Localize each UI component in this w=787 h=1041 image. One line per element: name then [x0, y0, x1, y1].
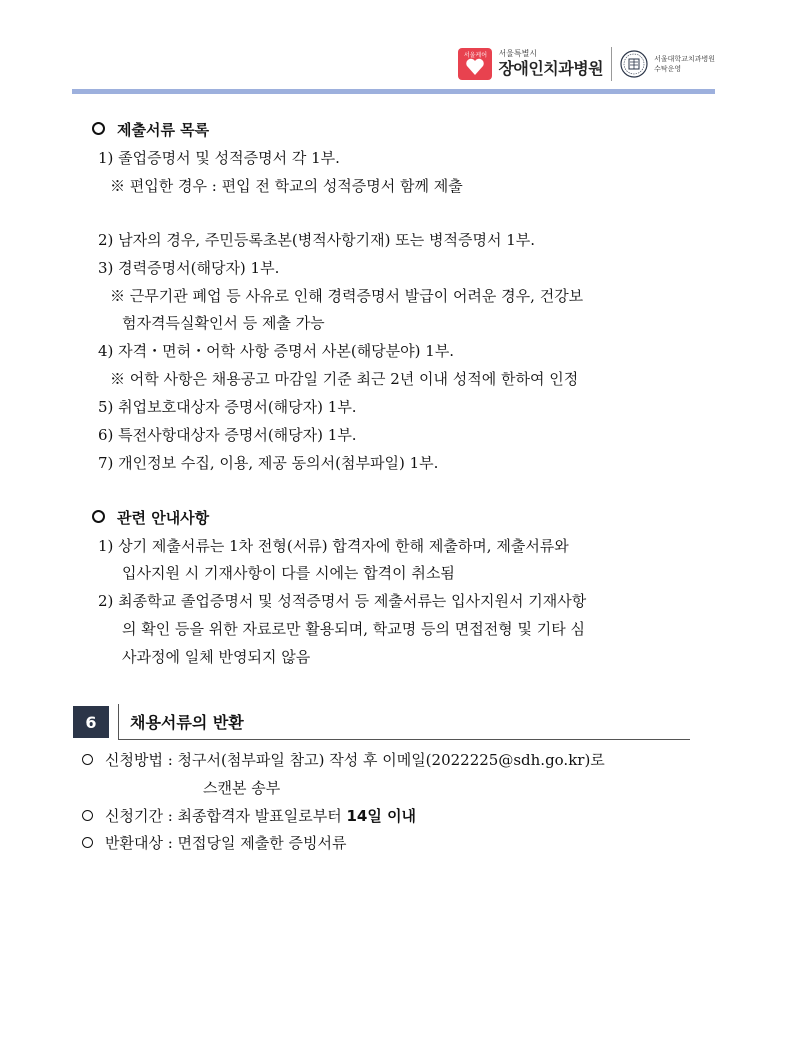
docs-item: 3) 경력증명서(해당자) 1부. [98, 259, 280, 277]
docs-heading: 제출서류 목록 [92, 120, 209, 140]
info-item: 1) 상기 제출서류는 1차 전형(서류) 합격자에 한해 제출하며, 제출서류와 [98, 537, 569, 555]
brand-city: 서울특별시 [498, 49, 538, 58]
docs-note: ※ 편입한 경우 : 편입 전 학교의 성적증명서 함께 제출 [110, 177, 463, 195]
docs-item: 7) 개인정보 수집, 이용, 제공 동의서(첨부파일) 1부. [98, 454, 439, 472]
docs-note-cont: 험자격득실확인서 등 제출 가능 [122, 314, 325, 332]
header-divider [611, 47, 612, 81]
docs-item: 1) 졸업증명서 및 성적증명서 각 1부. [98, 149, 340, 167]
circle-bullet-icon [82, 837, 93, 848]
circle-bullet-icon [82, 810, 93, 821]
docs-item: 4) 자격・면허・어학 사항 증명서 사본(해당분야) 1부. [98, 342, 455, 360]
university-seal-icon [620, 50, 648, 78]
info-item-cont: 의 확인 등을 위한 자료로만 활용되며, 학교명 등의 면접전형 및 기타 심 [122, 620, 585, 638]
return-period: 신청기간 : 최종합격자 발표일로부터 14일 이내 [82, 806, 416, 826]
docs-item: 5) 취업보호대상자 증명서(해당자) 1부. [98, 398, 357, 416]
docs-item: 6) 특전사항대상자 증명서(해당자) 1부. [98, 426, 357, 444]
circle-bullet-icon [82, 754, 93, 765]
circle-bullet-icon [92, 122, 105, 135]
period-emphasis: 14일 이내 [346, 807, 417, 825]
operator-role: 수탁운영 [654, 65, 682, 73]
page-header [458, 44, 715, 84]
return-target: 반환대상 : 면접당일 제출한 증빙서류 [82, 833, 346, 853]
info-item-cont: 사과정에 일체 반영되지 않음 [122, 648, 311, 666]
section-divider [118, 704, 119, 740]
operator-name: 서울대학교치과병원 [654, 55, 715, 63]
section-title: 채용서류의 반환 [130, 713, 244, 732]
info-item-cont: 입사지원 시 기재사항이 다를 시에는 합격이 취소됨 [122, 564, 455, 582]
section-underline [118, 739, 690, 740]
circle-bullet-icon [92, 510, 105, 523]
return-method: 신청방법 : 청구서(첨부파일 참고) 작성 후 이메일(2022225@sdh.go.kr)로 [82, 750, 605, 770]
docs-note: ※ 근무기관 폐업 등 사유로 인해 경력증명서 발급이 어려운 경우, 건강보 [110, 287, 584, 305]
logo-small-text: 서울케어 [463, 52, 488, 59]
info-item: 2) 최종학교 졸업증명서 및 성적증명서 등 제출서류는 입사지원서 기재사항 [98, 592, 587, 610]
info-heading: 관련 안내사항 [92, 508, 209, 528]
header-rule [72, 89, 715, 94]
docs-note: ※ 어학 사항은 채용공고 마감일 기준 최근 2년 이내 성적에 한하여 인정 [110, 370, 579, 388]
return-method-cont: 스캔본 송부 [203, 779, 281, 797]
section-number: 6 [73, 706, 109, 738]
hospital-logo [458, 48, 492, 80]
hospital-name: 장애인치과병원 [498, 59, 604, 78]
heart-icon [465, 58, 485, 76]
docs-item: 2) 남자의 경우, 주민등록초본(병적사항기재) 또는 병적증명서 1부. [98, 231, 536, 249]
